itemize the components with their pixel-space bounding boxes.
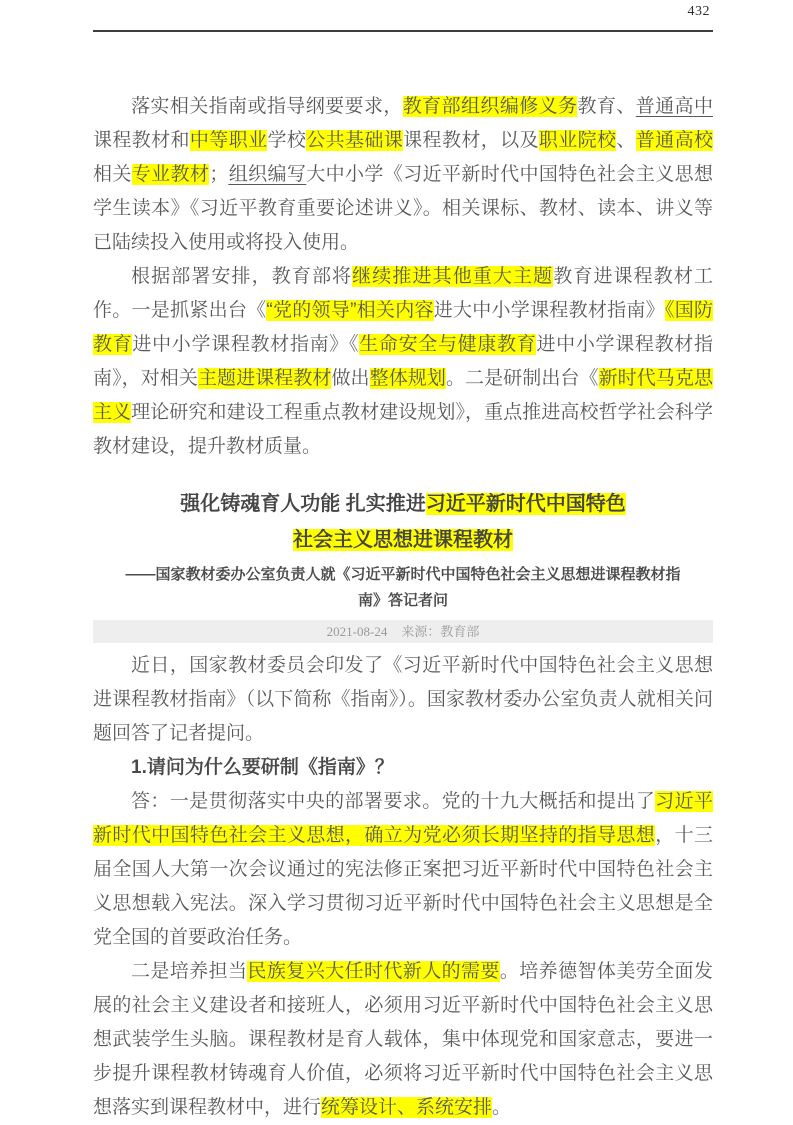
text-run: 南》答记者问: [357, 592, 448, 609]
text-run: 落实相关指南或指导纲要要求，: [131, 96, 403, 117]
highlighted-text: 《国防教育: [93, 300, 713, 355]
paragraph: [93, 649, 713, 751]
highlighted-text: 中等职业: [189, 130, 268, 151]
text-run: 强化铸魂育人功能 扎实推进: [180, 493, 426, 515]
subtitle-line: [93, 562, 713, 588]
text-run: 教育进课程教材工作。一是抓紧出台《: [93, 266, 713, 321]
highlighted-text: 普通高校: [635, 130, 713, 151]
text-run: 进中小学课程教材指南》，对相关: [93, 334, 713, 389]
text-run: 。: [492, 1097, 512, 1118]
title-line: [93, 522, 713, 558]
highlighted-text: 继续推进其他重大主题: [352, 266, 554, 287]
text-run: 做出: [331, 368, 370, 389]
text-run: 。二是研制出台《: [445, 368, 599, 389]
publish-date: 2021-08-24: [326, 624, 388, 639]
highlighted-text: 民族复兴大任时代新人的需要: [247, 961, 500, 982]
text-run: 、: [616, 130, 636, 151]
article-subtitle: [93, 562, 713, 614]
text-run: 相关: [93, 164, 132, 185]
highlighted-text: 新时代马克思主义: [93, 368, 713, 423]
highlighted-text: 习近平新时代中国特色: [425, 493, 626, 515]
source-label: 来源：教育部: [401, 624, 480, 639]
article-title: [93, 486, 713, 558]
header-divider: [93, 30, 713, 32]
highlighted-text: 教育部组织编修义务: [402, 96, 578, 117]
text-run: 课程教材和: [93, 130, 190, 151]
text-run: 学校: [267, 130, 307, 151]
paragraph: [93, 955, 713, 1125]
text-run: 教育、: [577, 96, 636, 117]
highlighted-text: 生命安全与健康教育: [359, 334, 537, 355]
highlighted-text: 职业院校: [538, 130, 617, 151]
text-run: 大中小学《习近平新时代中国特色社会主义思想学生读本》《习近平教育重要论述讲义》。相关课标、教材、读本、讲义等已陆续投入使用或将投入使用。: [93, 164, 713, 253]
meta-bar: [93, 620, 713, 643]
underlined-text: 组织编写: [228, 164, 307, 185]
highlighted-text: “党的领导”相关内容: [266, 300, 434, 321]
text-run: 进中小学课程教材指南》《: [132, 334, 360, 355]
text-run: 进大中小学课程教材指南》: [433, 300, 665, 321]
paragraph: [93, 785, 713, 955]
highlighted-text: 主题进课程教材: [197, 368, 332, 389]
page-number: 432: [687, 4, 710, 19]
underlined-text: 普通高中: [635, 96, 713, 117]
highlighted-text: 统筹设计、系统安排: [321, 1097, 493, 1118]
document-content: [93, 90, 713, 1125]
text-run: 二是培养担当: [131, 961, 248, 982]
paragraph: [93, 260, 713, 464]
title-line: [93, 486, 713, 522]
text-run: 课程教材，以及: [403, 130, 539, 151]
text-run: 1.请问为什么要研制《指南》？: [131, 757, 394, 778]
question-paragraph: [93, 751, 713, 785]
text-run: 。培养德智体美劳全面发展的社会主义建设者和接班人，必须用习近平新时代中国特色社会主义思想武装学生头脑。课程教材是育人载体，集中体现党和国家意志，要进一步提升课程教材铸魂育人价值，必须将习近平新时代中国特色社会主义思想落实到课程教材中，进行: [93, 961, 713, 1118]
text-run: 理论研究和建设工程重点教材建设规划》，重点推进高校哲学社会科学教材建设，提升教材质量。: [93, 402, 713, 457]
highlighted-text: 专业教材: [131, 164, 210, 185]
highlighted-text: 公共基础课: [306, 130, 404, 151]
paragraph: [93, 90, 713, 260]
text-run: ；: [209, 164, 229, 185]
text-run: 近日，国家教材委员会印发了《习近平新时代中国特色社会主义思想进课程教材指南》（以下简称《指南》）。国家教材委办公室负责人就相关问题回答了记者提问。: [93, 655, 713, 744]
highlighted-text: 习近平新时代中国特色社会主义思想，确立为党必须长期坚持的指导思想: [93, 791, 713, 846]
text-run: 答：一是贯彻落实中央的部署要求。党的十九大概括和提出了: [131, 791, 656, 812]
subtitle-line: [93, 588, 713, 614]
highlighted-text: 整体规划: [369, 368, 446, 389]
text-run: ——国家教材委办公室负责人就《习近平新时代中国特色社会主义思想进课程教材指: [125, 566, 681, 583]
text-run: 根据部署安排，教育部将: [131, 266, 353, 287]
text-run: ，十三届全国人大第一次会议通过的宪法修正案把习近平新时代中国特色社会主义思想载入宪法。深入学习贯彻习近平新时代中国特色社会主义思想是全党全国的首要政治任务。: [93, 825, 713, 948]
highlighted-text: 社会主义思想进课程教材: [293, 529, 513, 551]
